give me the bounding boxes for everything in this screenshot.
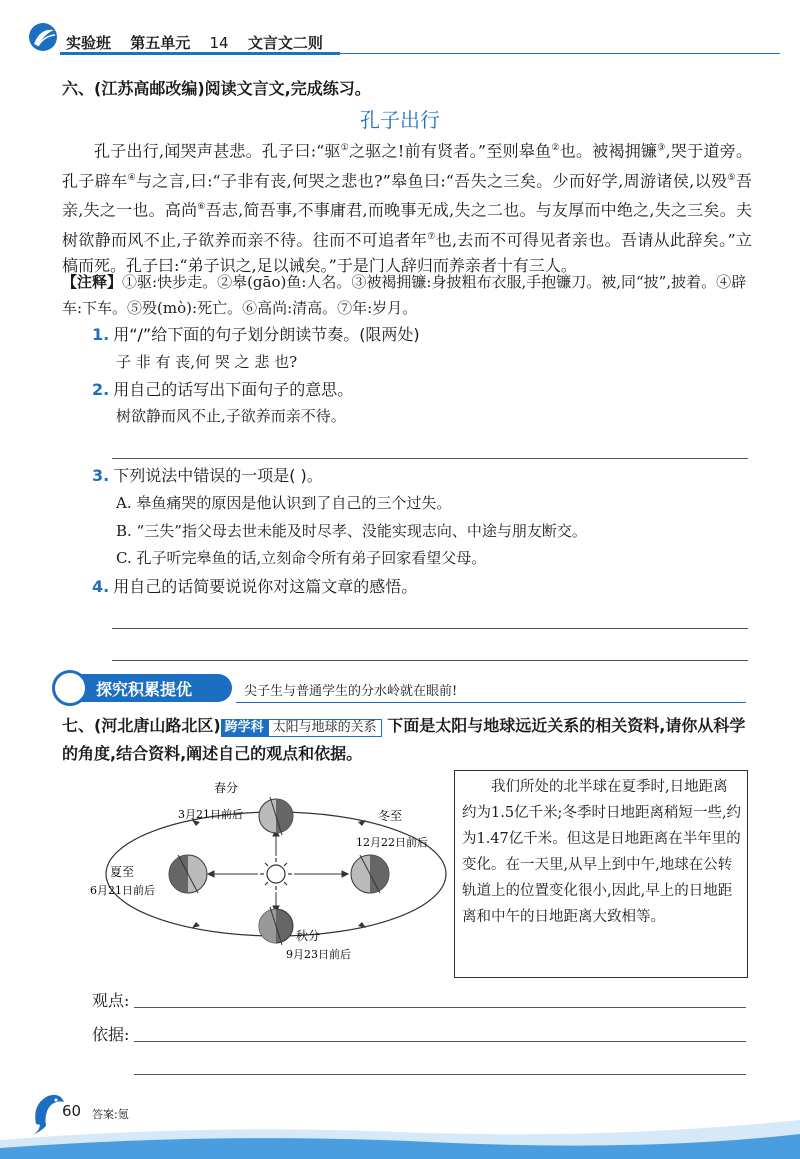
page-header (66, 32, 337, 53)
banner-rule (236, 702, 746, 703)
earth-spring-icon (259, 797, 293, 835)
passage-text: 孔子出行,闻哭声甚悲。孔子曰:“驱①之驱之!前有贤者。”至则皋鱼②也。被褐拥镰③,哭于道旁。孔子辟车④与之言,曰:“子非有丧,何哭之悲也?”皋鱼曰:“吾失之三矣。少而好学,周游诸侯,以殁⑤吾亲,失之一也。高尚⑥吾志,简吾事,不事庸君,而晚事无成,失之二也。与友厚而中绝之,失之三矣。夫树欲静而风不止,子欲养而亲不待。往而不可追者年⑦也,去而不可得见者亲也。吾请从此辞矣。”立槁而死。孔子曰:“弟子识之,足以诫矣。”于是门人辞归而养亲者十有三人。 (62, 141, 753, 276)
option-b[interactable]: B. “三失”指父母去世未能及时尽孝、没能实现志向、中途与朋友断交。 (116, 522, 587, 540)
earth-autumn-icon (259, 907, 293, 945)
viewpoint-label: 观点: (92, 991, 130, 1010)
question-3: 3. 下列说法中错误的一项是( )。 (92, 466, 323, 485)
label-summer-date: 6月21日前后 (90, 884, 155, 897)
basis-label: 依据: (92, 1025, 130, 1044)
passage-title: 孔子出行 (360, 108, 440, 132)
banner-title: 探究积累提优 (96, 680, 193, 699)
label-autumn: 秋分 (296, 929, 321, 943)
option-c[interactable]: C. 孔子听完皋鱼的话,立刻命令所有弟子回家看望父母。 (116, 549, 487, 567)
question-1: 1. 用“/”给下面的句子划分朗读节奏。(限两处) (92, 325, 420, 344)
question-4: 4. 用自己的话简要说说你对这篇文章的感悟。 (92, 577, 418, 596)
question-1-sentence: 子 非 有 丧,何 哭 之 悲 也? (116, 353, 298, 371)
header-series: 实验班 (66, 34, 112, 52)
option-a[interactable]: A. 皋鱼痛哭的原因是他认识到了自己的三个过失。 (116, 494, 452, 512)
header-lesson: 文言文二则 (247, 34, 323, 52)
banner-slogan: 尖子生与普通学生的分水岭就在眼前! (244, 684, 458, 699)
sun-icon (260, 858, 292, 890)
annotation-notes: 【注释】①驱:快步走。②皋(gāo)鱼:人名。③被褐拥镰:身披粗布衣服,手抱镰刀。被,同“披”,披着。④辟车:下车。⑤殁(mò):死亡。⑥高尚:清高。⑦年:岁月。 (62, 273, 747, 317)
label-summer: 夏至 (110, 865, 135, 879)
footer-wave (0, 1120, 800, 1159)
basis-line-1[interactable] (134, 1041, 746, 1042)
earth-winter-icon (351, 855, 389, 893)
q6-heading: 六、(江苏高邮改编)阅读文言文,完成练习。 (62, 79, 371, 98)
earth-orbit-diagram (80, 766, 450, 966)
info-text: 我们所处的北半球在夏季时,日地距离约为1.5亿千米;冬季时日地距离稍短一些,约为1.47亿千米。但这是日地距离在半年里的变化。在一天里,从早上到中午,地球在公转轨道上的位置变化很小,因此,早上的日地距离和中午的日地距离大致相等。 (462, 779, 742, 925)
orbit-arrow-icon (192, 922, 200, 928)
viewpoint-line[interactable] (134, 1007, 746, 1008)
page-number: 60 (62, 1102, 82, 1120)
tag-cross-subject: 跨学科 (221, 719, 268, 737)
tag-topic: 太阳与地球的关系 (268, 719, 382, 737)
answer-code: 答案:氪 (92, 1108, 129, 1121)
header-unit: 第五单元 (130, 34, 191, 52)
series-logo-icon (28, 22, 58, 52)
answer-line-2[interactable] (112, 458, 748, 459)
basis-line-2[interactable] (134, 1074, 746, 1075)
question-2-sentence: 树欲静而风不止,子欲养而亲不待。 (116, 407, 346, 425)
answer-line-4b[interactable] (112, 660, 748, 661)
banner-swirl-icon (52, 670, 88, 706)
label-spring-date: 3月21日前后 (178, 808, 243, 821)
header-rule (60, 52, 340, 55)
question-2: 2. 用自己的话写出下面句子的意思。 (92, 380, 354, 399)
label-autumn-date: 9月23日前后 (286, 948, 351, 961)
q7-heading: 七、(河北唐山路北区) 跨学科 太阳与地球的关系 下面是太阳与地球远近关系的相关资料,请你从科学的角度,结合资料,阐述自己的观点和依据。 (62, 716, 746, 763)
answer-line-4a[interactable] (112, 628, 748, 629)
label-winter: 冬至 (378, 809, 403, 823)
header-lesson-no: 14 (209, 34, 229, 52)
earth-summer-icon (169, 855, 207, 893)
header-rule-thin (340, 53, 780, 54)
label-winter-date: 12月22日前后 (356, 836, 428, 849)
label-spring: 春分 (214, 781, 239, 795)
